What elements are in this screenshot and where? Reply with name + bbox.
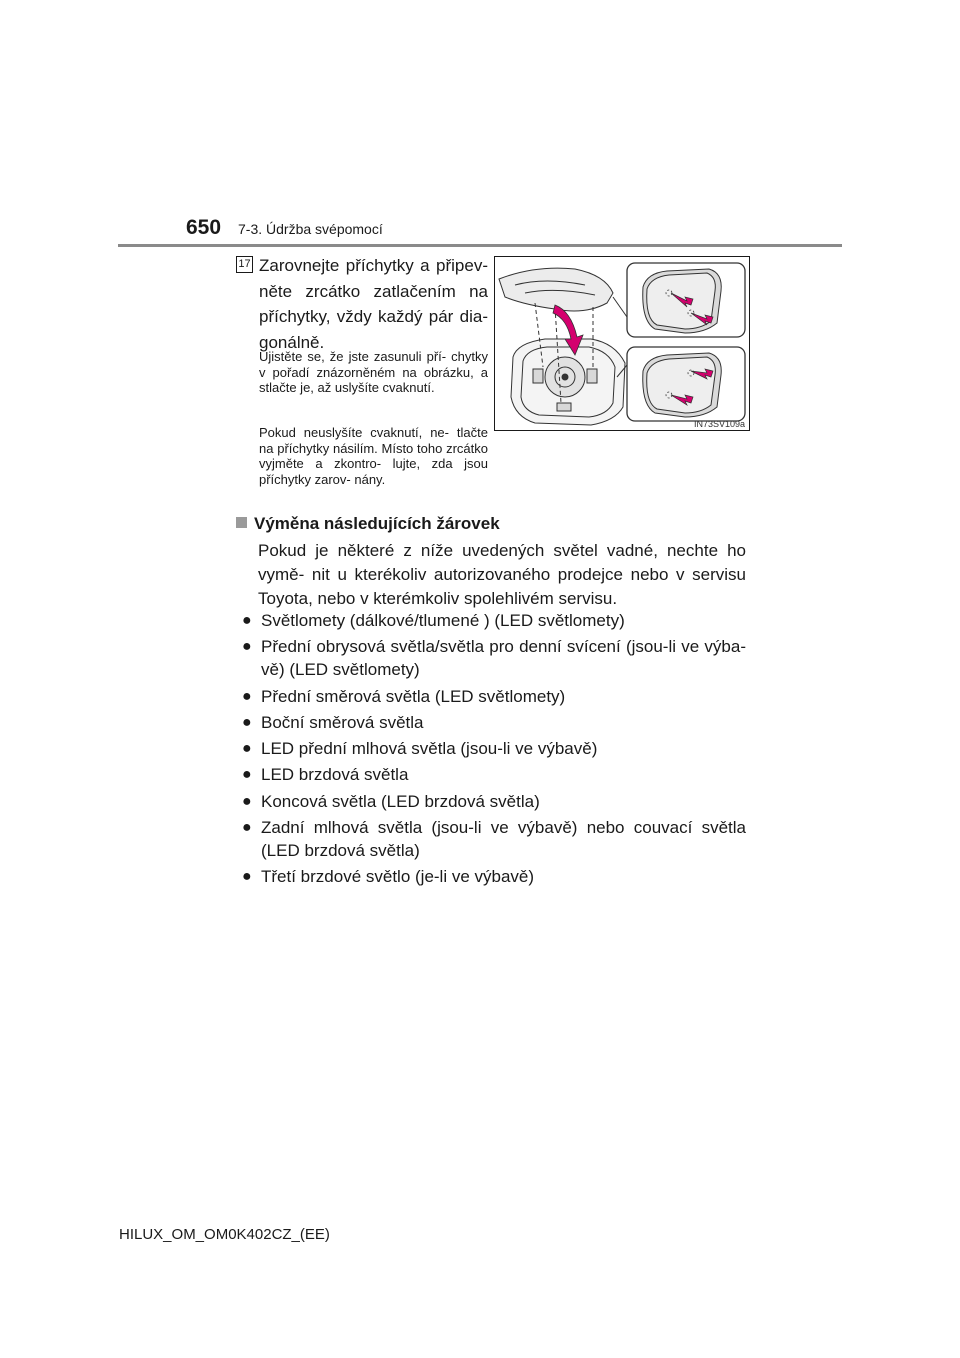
page-number: 650 bbox=[186, 216, 222, 239]
list-item: ● Přední směrová světla (LED světlomety) bbox=[242, 686, 566, 706]
mirror-illustration bbox=[494, 256, 750, 431]
bulb-list bbox=[242, 609, 746, 892]
list-item: ● Koncová světla (LED brzdová světla) bbox=[242, 791, 540, 811]
bullet-icon: ● bbox=[242, 792, 252, 810]
list-item: ● Boční směrová světla bbox=[242, 712, 424, 732]
list-item: ● LED brzdová světla bbox=[242, 765, 409, 785]
bullet-icon: ● bbox=[242, 638, 252, 656]
header-rule bbox=[118, 244, 842, 247]
bullet-icon: ● bbox=[242, 713, 252, 731]
list-item: ● Přední obrysová světla/světla pro denní svícení (jsou-li ve výba- vě) (LED světlomety) bbox=[242, 637, 746, 680]
bulbs-heading bbox=[236, 514, 500, 534]
list-item: ● Světlomety (dálkové/tlumené ) (LED světlomety) bbox=[242, 611, 625, 630]
bullet-icon: ● bbox=[242, 612, 252, 629]
list-item: ● Třetí brzdové světlo (je-li ve výbavě) bbox=[242, 867, 535, 887]
bullet-icon: ● bbox=[242, 766, 252, 784]
step-note-first: Ujistěte se, že jste zasunuli pří- chytky v pořadí znázorněném na obrázku, a stlačte je, až uslyšíte cvaknutí. bbox=[259, 349, 488, 395]
document-code: HILUX_OM_OM0K402CZ_(EE) bbox=[119, 1226, 330, 1243]
bulbs-paragraph: Pokud je některé z níže uvedených světel vadné, nechte ho vymě- nit u kterékoliv autorizovaného prodejce nebo v servisu Toyota, nebo v kterémkoliv spolehlivém servisu. bbox=[258, 541, 746, 608]
step-note-second: Pokud neuslyšíte cvaknutí, ne- tlačte na příchytky násilím. Místo toho zrcátko vyjměte a zkontro- lujte, zda jsou příchytky zarov- nány. bbox=[259, 425, 488, 487]
bulbs-heading-text: Výměna následujících žárovek bbox=[254, 514, 500, 533]
bullet-icon: ● bbox=[242, 868, 252, 886]
figure-code: IN73SV109a bbox=[693, 419, 745, 429]
bullet-icon: ● bbox=[242, 740, 252, 758]
mirror-illustration-drawing bbox=[495, 257, 749, 430]
step-instruction: Zarovnejte příchytky a připev- něte zrcátko zatlačením na příchytky, vždy každý pár dia- gonálně. bbox=[259, 256, 488, 352]
list-item: ● LED přední mlhová světla (jsou-li ve výbavě) bbox=[242, 739, 598, 759]
heading-square-icon bbox=[236, 517, 247, 528]
list-item: ● Zadní mlhová světla (jsou-li ve výbavě) nebo couvací světla (LED brzdová světla) bbox=[242, 818, 746, 861]
step-number-badge: 17 bbox=[236, 256, 253, 273]
section-title: 7-3. Údržba svépomocí bbox=[238, 221, 383, 237]
bullet-icon: ● bbox=[242, 687, 252, 705]
bullet-icon: ● bbox=[242, 819, 252, 837]
